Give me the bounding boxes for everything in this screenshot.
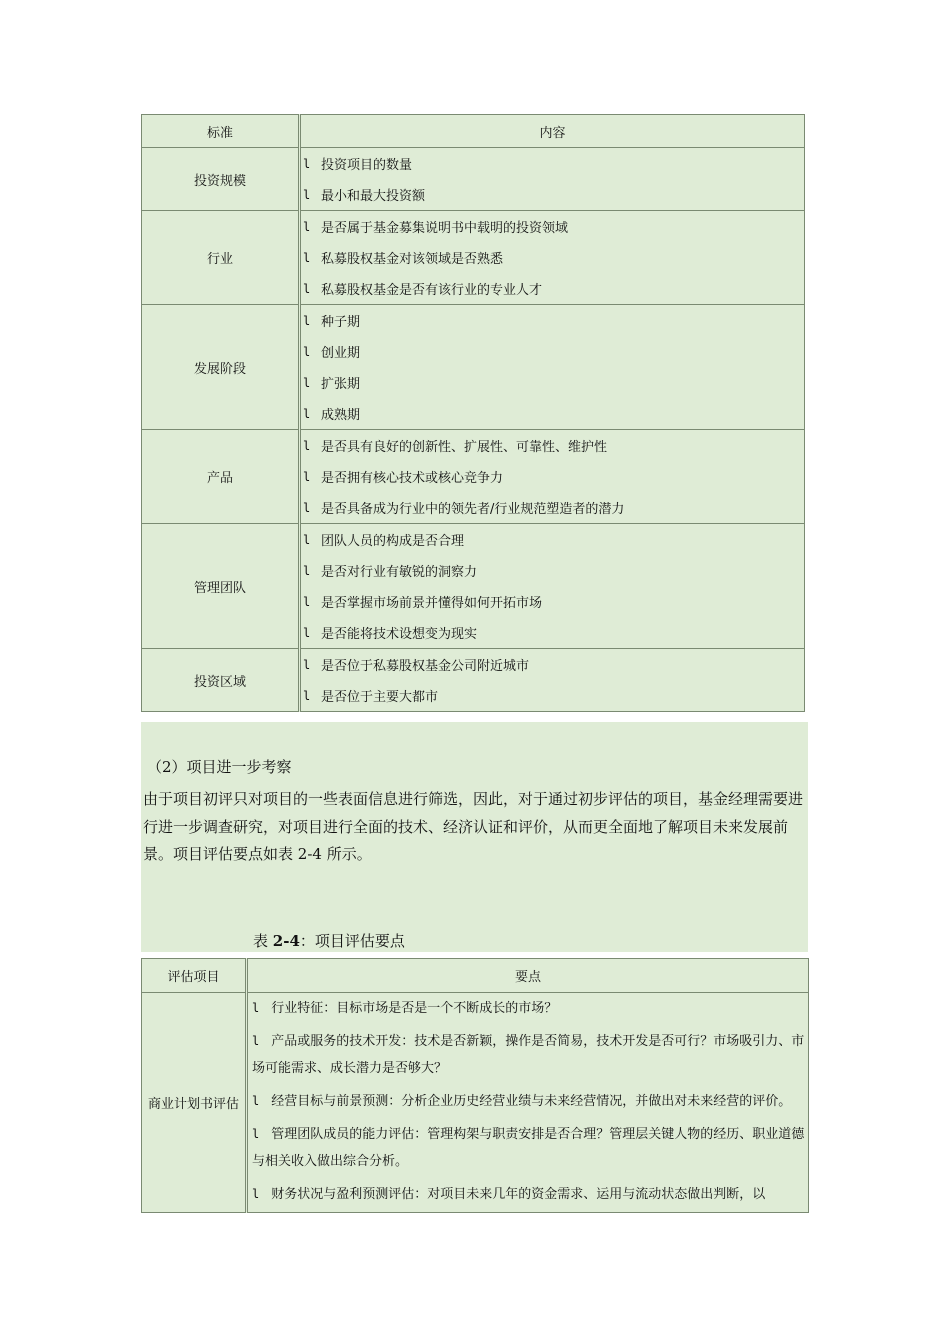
criterion-cell: 发展阶段 xyxy=(142,305,300,430)
content-bullet xyxy=(301,179,804,210)
bullet-mark: l xyxy=(252,1127,260,1141)
header-criterion: 标准 xyxy=(142,115,300,148)
criterion-cell: 投资区域 xyxy=(142,649,300,712)
section-paragraph: 由于项目初评只对项目的一些表面信息进行筛选，因此，对于通过初步评估的项目，基金经理需要进行进一步调查研究，对项目进行全面的技术、经济认证和评价，从而更全面地了解项目未来发展前景。项目评估要点如表 2-4 所示。 xyxy=(143,790,804,863)
bullet-text: 扩张期 xyxy=(321,377,361,392)
content-bullet xyxy=(301,242,804,273)
content-cell xyxy=(300,430,805,524)
bullet-mark: l xyxy=(303,657,311,672)
evaluation-point xyxy=(248,993,808,1022)
caption-text: 项目评估要点 xyxy=(314,932,405,950)
bullet-text: 是否拥有核心技术或核心竞争力 xyxy=(321,471,504,486)
content-bullet xyxy=(301,555,804,586)
criterion-cell: 产品 xyxy=(142,430,300,524)
evaluation-item: 商业计划书评估 xyxy=(142,993,247,1213)
content-bullet xyxy=(301,430,804,461)
content-bullet xyxy=(301,367,804,398)
bullet-text: 投资项目的数量 xyxy=(321,158,413,173)
bullet-text: 是否掌握市场前景并懂得如何开拓市场 xyxy=(321,596,543,611)
content-bullet xyxy=(301,273,804,304)
criteria-table xyxy=(141,114,805,712)
criteria-row xyxy=(142,649,805,712)
content-bullet xyxy=(301,148,804,179)
point-text: 财务状况与盈利预测评估：对项目未来几年的资金需求、运用与流动状态做出判断，以 xyxy=(271,1187,766,1202)
content-cell xyxy=(300,211,805,305)
evaluation-point xyxy=(248,1179,808,1208)
bullet-text: 是否具有良好的创新性、扩展性、可靠性、维护性 xyxy=(321,440,608,455)
evaluation-table-header xyxy=(142,959,809,993)
bullet-text: 创业期 xyxy=(321,346,361,361)
bullet-mark: l xyxy=(303,406,311,421)
bullet-mark: l xyxy=(303,313,311,328)
criterion-cell: 管理团队 xyxy=(142,524,300,649)
bullet-text: 是否具备成为行业中的领先者/行业规范塑造者的潜力 xyxy=(321,502,625,517)
section-title: （2）项目进一步考察 xyxy=(147,758,292,776)
bullet-mark: l xyxy=(303,187,311,202)
evaluation-row xyxy=(142,993,809,1213)
bullet-mark: l xyxy=(303,344,311,359)
bullet-mark: l xyxy=(303,594,311,609)
point-text: 产品或服务的技术开发：技术是否新颖，操作是否简易，技术开发是否可行？市场吸引力、市场可能需求、成长潜力是否够大？ xyxy=(252,1034,805,1076)
content-bullet xyxy=(301,336,804,367)
criterion-cell: 行业 xyxy=(142,211,300,305)
bullet-text: 最小和最大投资额 xyxy=(321,189,426,204)
table-caption xyxy=(253,930,405,951)
criteria-table-header xyxy=(142,115,805,148)
content-bullet xyxy=(301,649,804,680)
criteria-row xyxy=(142,524,805,649)
bullet-mark: l xyxy=(303,438,311,453)
caption-sep: ： xyxy=(299,932,315,950)
bullet-mark: l xyxy=(303,375,311,390)
content-bullet xyxy=(301,211,804,242)
bullet-mark: l xyxy=(303,563,311,578)
point-text: 管理团队成员的能力评估：管理构架与职责安排是否合理？管理层关键人物的经历、职业道德与相关收入做出综合分析。 xyxy=(252,1127,805,1169)
criterion-cell: 投资规模 xyxy=(142,148,300,211)
caption-number: 2-4 xyxy=(272,932,300,950)
bullet-mark: l xyxy=(303,281,311,296)
bullet-text: 私募股权基金是否有该行业的专业人才 xyxy=(321,283,543,298)
evaluation-point xyxy=(248,1119,808,1175)
bullet-mark: l xyxy=(303,469,311,484)
header-points: 要点 xyxy=(247,959,809,993)
bullet-mark: l xyxy=(303,250,311,265)
bullet-mark: l xyxy=(303,219,311,234)
bullet-text: 成熟期 xyxy=(321,408,361,423)
header-content: 内容 xyxy=(300,115,805,148)
bullet-text: 是否位于私募股权基金公司附近城市 xyxy=(321,659,530,674)
criteria-row xyxy=(142,305,805,430)
bullet-text: 是否位于主要大都市 xyxy=(321,690,439,705)
content-bullet xyxy=(301,586,804,617)
content-bullet xyxy=(301,398,804,429)
point-text: 经营目标与前景预测：分析企业历史经营业绩与未来经营情况，并做出对未来经营的评价。 xyxy=(271,1094,792,1109)
bullet-text: 是否属于基金募集说明书中载明的投资领域 xyxy=(321,221,569,236)
criteria-row xyxy=(142,430,805,524)
content-bullet xyxy=(301,492,804,523)
bullet-text: 团队人员的构成是否合理 xyxy=(321,534,465,549)
content-bullet xyxy=(301,305,804,336)
evaluation-table xyxy=(141,958,809,1213)
criteria-row xyxy=(142,211,805,305)
bullet-mark: l xyxy=(303,625,311,640)
point-text: 行业特征：目标市场是否是一个不断成长的市场？ xyxy=(271,1001,558,1016)
content-bullet xyxy=(301,461,804,492)
content-cell xyxy=(300,148,805,211)
bullet-mark: l xyxy=(303,688,311,703)
bullet-mark: l xyxy=(252,1187,260,1201)
bullet-mark: l xyxy=(303,156,311,171)
content-cell xyxy=(300,524,805,649)
bullet-mark: l xyxy=(252,1001,260,1015)
bullet-text: 私募股权基金对该领域是否熟悉 xyxy=(321,252,504,267)
bullet-text: 种子期 xyxy=(321,315,361,330)
evaluation-point xyxy=(248,1086,808,1115)
bullet-mark: l xyxy=(252,1034,260,1048)
evaluation-points xyxy=(247,993,809,1213)
content-bullet xyxy=(301,524,804,555)
content-bullet xyxy=(301,617,804,648)
bullet-mark: l xyxy=(303,500,311,515)
bullet-text: 是否对行业有敏锐的洞察力 xyxy=(321,565,478,580)
bullet-mark: l xyxy=(303,532,311,547)
caption-prefix: 表 xyxy=(253,932,273,950)
evaluation-point xyxy=(248,1026,808,1082)
header-item: 评估项目 xyxy=(142,959,247,993)
bullet-text: 是否能将技术设想变为现实 xyxy=(321,627,478,642)
bullet-mark: l xyxy=(252,1094,260,1108)
content-cell xyxy=(300,305,805,430)
content-bullet xyxy=(301,680,804,711)
content-cell xyxy=(300,649,805,712)
criteria-row xyxy=(142,148,805,211)
